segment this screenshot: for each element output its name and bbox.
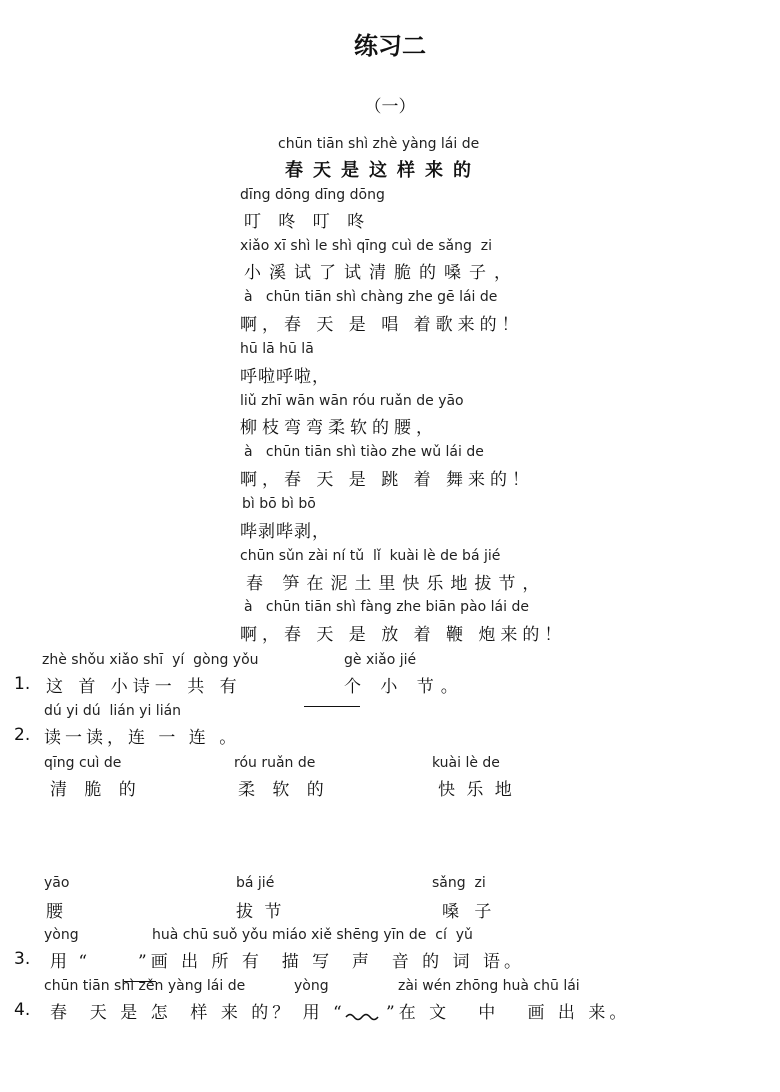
poem-line: 叮 咚 叮 咚: [244, 212, 371, 232]
question-pinyin: yòng: [294, 978, 329, 994]
match-bottom-pinyin: sǎng zi: [432, 875, 486, 891]
poem-line-pinyin: liǔ zhī wān wān róu ruǎn de yāo: [240, 393, 464, 409]
question-pinyin: huà chū suǒ yǒu miáo xiě shēng yīn de cí yǔ: [152, 927, 473, 943]
poem-line-pinyin: chūn sǔn zài ní tǔ lǐ kuài lè de bá jié: [240, 548, 501, 564]
poem-line-pinyin: xiǎo xī shì le shì qīng cuì de sǎng zi: [240, 238, 492, 254]
question-text: ”在 文 中 画 出 来。: [386, 1003, 631, 1023]
match-bottom-item[interactable]: 拔 节: [236, 902, 285, 922]
question-pinyin: gè xiǎo jié: [344, 652, 417, 668]
section-subtitle: （一）: [364, 97, 416, 117]
question-text: 用 “: [50, 952, 91, 972]
question-pinyin: zhè shǒu xiǎo shī yí gòng yǒu: [42, 652, 259, 668]
poem-line: 啊，春 天 是 放 着 鞭 炮来的！: [240, 625, 567, 645]
poem-line: 小溪试了试清脆的嗓子，: [244, 263, 519, 283]
match-top-pinyin: qīng cuì de: [44, 755, 122, 771]
poem-line: 柳枝弯弯柔软的腰，: [240, 418, 438, 438]
match-bottom-item[interactable]: 腰: [46, 902, 69, 922]
poem-line-pinyin: bì bō bì bō: [242, 496, 316, 512]
poem-title-pinyin: chūn tiān shì zhè yàng lái de: [278, 136, 480, 152]
poem-line: 春 笋在泥土里快乐地拔节，: [246, 574, 547, 594]
poem-line-pinyin: à chūn tiān shì chàng zhe gē lái de: [244, 289, 498, 305]
poem-line-pinyin: hū lā hū lā: [240, 341, 314, 357]
question-text: 这 首 小诗一 共 有: [46, 677, 242, 697]
poem-line: 哔剥哔剥，: [240, 522, 330, 542]
poem-line-pinyin: à chūn tiān shì tiào zhe wǔ lái de: [244, 444, 484, 460]
match-top-item[interactable]: 快 乐 地: [438, 780, 515, 800]
question-number: 4.: [14, 1000, 31, 1020]
question-number: 3.: [14, 949, 31, 969]
question-number: 2.: [14, 725, 31, 745]
question-text: ”画 出 所 有 描 写 声 音 的 词 语。: [138, 952, 525, 972]
poem-line-pinyin: dīng dōng dīng dōng: [240, 187, 385, 203]
match-bottom-item[interactable]: 嗓 子: [442, 902, 497, 922]
question-number: 1.: [14, 674, 31, 694]
question-text: 个 小 节。: [344, 677, 465, 697]
match-top-pinyin: kuài lè de: [432, 755, 500, 771]
page-title: 练习二: [354, 31, 426, 60]
question-text: 春 天 是 怎 样 来 的？ 用 “: [50, 1003, 346, 1023]
question-text: 读一读，连 一 连 。: [44, 728, 241, 748]
match-top-pinyin: róu ruǎn de: [234, 755, 316, 771]
match-top-item[interactable]: 柔 软 的: [238, 780, 330, 800]
poem-line: 呼啦呼啦，: [240, 367, 330, 387]
question-pinyin: chūn tiān shì zěn yàng lái de: [44, 978, 246, 994]
match-bottom-pinyin: yāo: [44, 875, 70, 891]
poem-line-pinyin: à chūn tiān shì fàng zhe biān pào lái de: [244, 599, 529, 615]
match-top-item[interactable]: 清 脆 的: [50, 780, 142, 800]
question-pinyin: zài wén zhōng huà chū lái: [398, 978, 580, 994]
wavy-line-mark: [344, 1012, 384, 1022]
question-pinyin: dú yi dú lián yi lián: [44, 703, 182, 719]
poem-line: 啊，春 天 是 唱 着歌来的！: [240, 315, 524, 335]
match-bottom-pinyin: bá jié: [236, 875, 275, 891]
poem-line: 啊，春 天 是 跳 着 舞来的！: [240, 470, 535, 490]
question-pinyin: yòng: [44, 927, 79, 943]
poem-title: 春天是这样来的: [285, 160, 481, 181]
